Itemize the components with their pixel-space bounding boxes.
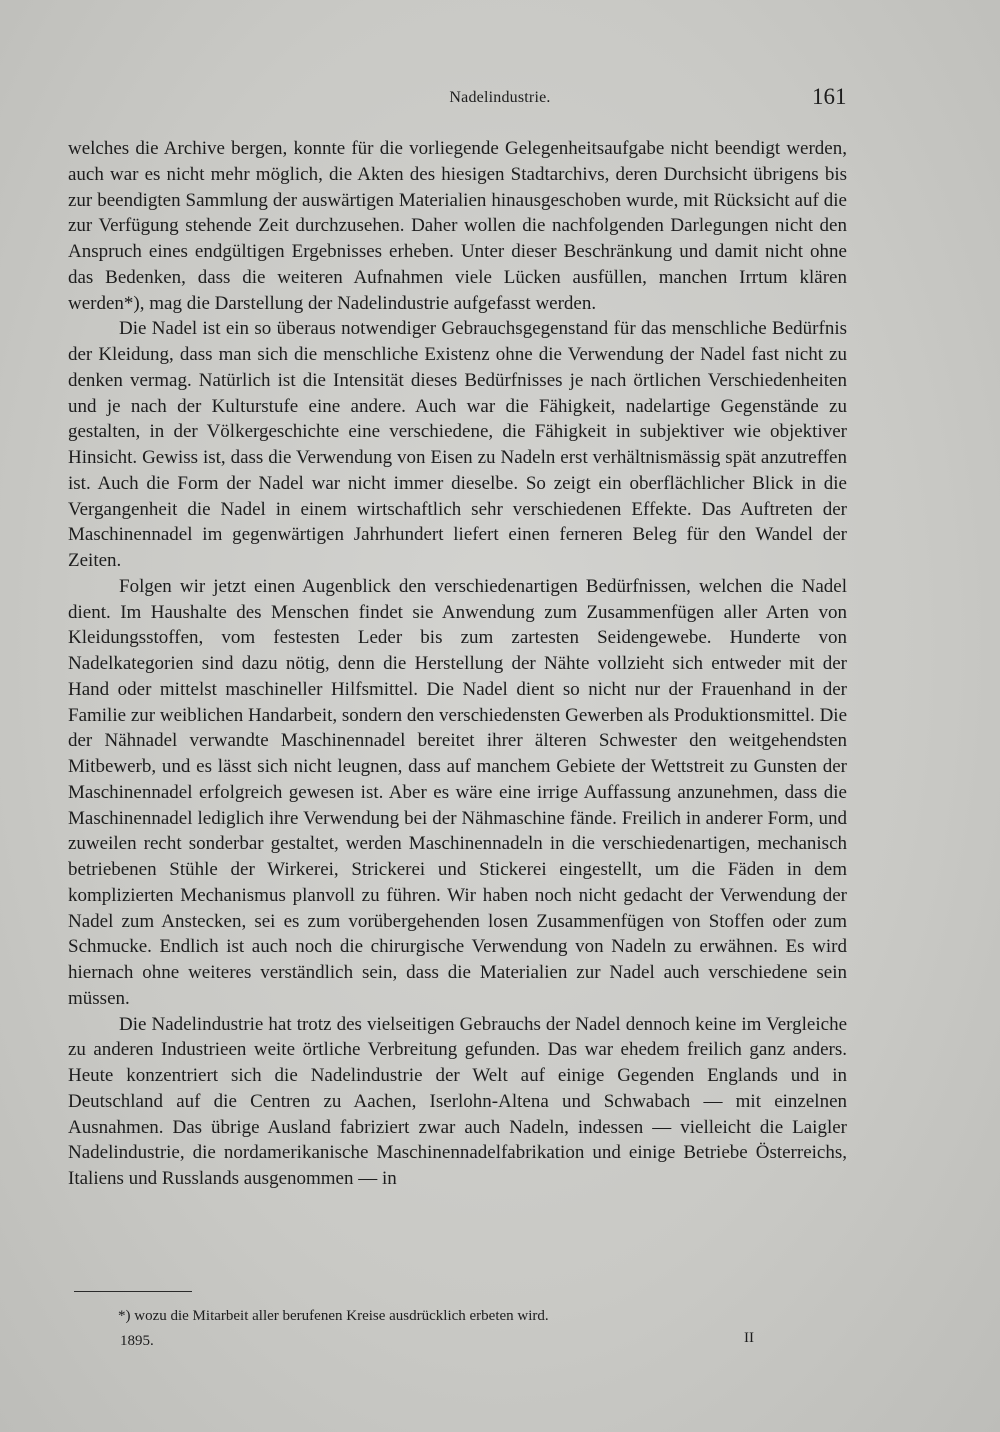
body-text — [68, 136, 847, 1192]
footnote-divider — [74, 1291, 192, 1292]
footer-year: 1895. — [120, 1333, 154, 1349]
footnote: *) wozu die Mitarbeit aller berufenen Kreise ausdrücklich erbeten wird. — [118, 1308, 549, 1324]
sheet-signature-mark: II — [744, 1330, 754, 1346]
page-number: 161 — [812, 84, 847, 109]
paragraph-4: Die Nadelindustrie hat trotz des vielseitigen Gebrauchs der Nadel dennoch keine im Vergleiche zu anderen Industrieen weite örtliche Verbreitung gefunden. Das war ehedem freilich ganz anders. Heute konzentriert sich die Nadelindustrie der Welt auf einige Gegenden Englands und in Deutschland auf die Centren zu Aachen, Iserlohn-Altena und Schwabach — mit einzelnen Ausnahmen. Das übrige Ausland fabriziert zwar auch Nadeln, indessen — vielleicht die Laigler Nadelindustrie, die nordamerikanische Maschinennadelfabrikation und einige Betriebe Österreichs, Italiens und Russlands ausgenommen — in — [68, 1013, 847, 1189]
running-header-title: Nadelindustrie. — [449, 89, 551, 106]
paragraph-1: welches die Archive bergen, konnte für die vorliegende Gelegenheitsaufgabe nicht beendigt werden, auch war es nicht mehr möglich, die Akten des hiesigen Stadtarchivs, deren Durchsicht übrigens bis zur beendigten Sammlung der auswärtigen Materialien hinausgeschoben wurde, mit Rücksicht auf die zur Verfügung stehende Zeit durchzusehen. Daher wollen die nachfolgenden Darlegungen nicht den Anspruch eines endgültigen Ergebnisses erheben. Unter dieser Beschränkung und damit nicht ohne das Bedenken, dass die weiteren Aufnahmen viele Lücken ausfüllen, manchen Irrtum klären werden*), mag die Darstellung der Nadelindustrie aufgefasst werden. — [68, 138, 847, 314]
running-header — [0, 89, 1000, 107]
paragraph-3: Folgen wir jetzt einen Augenblick den verschiedenartigen Bedürfnissen, welchen die Nadel dient. Im Haushalte des Menschen findet sie Anwendung zum Zusammenfügen aller Arten von Kleidungsstoffen, vom festesten Leder bis zum zartesten Seidengewebe. Hunderte von Nadelkategorien sind dazu nötig, denn die Herstellung der Nähte vollzieht sich entweder mit der Hand oder mittelst maschineller Hilfsmittel. Die Nadel dient so nicht nur der Frauenhand in der Familie zur weiblichen Handarbeit, sondern den verschiedensten Gewerben als Produktionsmittel. Die der Nähnadel verwandte Maschinennadel bereitet ihrer älteren Schwester den weitgehendsten Mitbewerb, und es lässt sich nicht leugnen, dass auf manchem Gebiete der Wettstreit zu Gunsten der Maschinennadel erfolgreich gewesen ist. Aber es wäre eine irrige Auffassung anzunehmen, dass die Maschinennadel lediglich ihre Verwendung bei der Nähmaschine fände. Freilich in anderer Form, und zuweilen recht sonderbar gestaltet, werden Maschinennadeln in die verschiedenartigen, mechanisch betriebenen Stühle der Wirkerei, Strickerei und Stickerei eingestellt, um die Fäden in dem komplizierten Mechanismus planvoll zu führen. Wir haben noch nicht gedacht der Verwendung der Nadel zum Anstecken, sei es zum vorübergehenden losen Zusammenfügen von Stoffen oder zum Schmucke. Endlich ist auch noch die chirurgische Verwendung von Nadeln zu erwähnen. Es wird hiernach ohne weiteres verständlich sein, dass die Materialien zur Nadel auch verschiedene sein müssen. — [68, 575, 847, 1009]
paragraph-2: Die Nadel ist ein so überaus notwendiger Gebrauchsgegenstand für das menschliche Bedürfnis der Kleidung, dass man sich die menschliche Existenz ohne die Verwendung der Nadel fast nicht zu denken vermag. Natürlich ist die Intensität dieses Bedürfnisses je nach örtlichen Verschiedenheiten und je nach der Kulturstufe eine andere. Auch war die Fähigkeit, nadelartige Gegenstände zu gestalten, in der Völkergeschichte eine verschiedene, die Fähigkeit in subjektiver wie objektiver Hinsicht. Gewiss ist, dass die Verwendung von Eisen zu Nadeln erst verhältnismässig spät anzutreffen ist. Auch die Form der Nadel war nicht immer dieselbe. So zeigt ein oberflächlicher Blick in die Vergangenheit die Nadel in einem wirtschaftlich sehr verschiedenen Effekte. Das Auftreten der Maschinennadel im gegenwärtigen Jahrhundert liefert einen ferneren Beleg für den Wandel der Zeiten. — [68, 318, 847, 571]
